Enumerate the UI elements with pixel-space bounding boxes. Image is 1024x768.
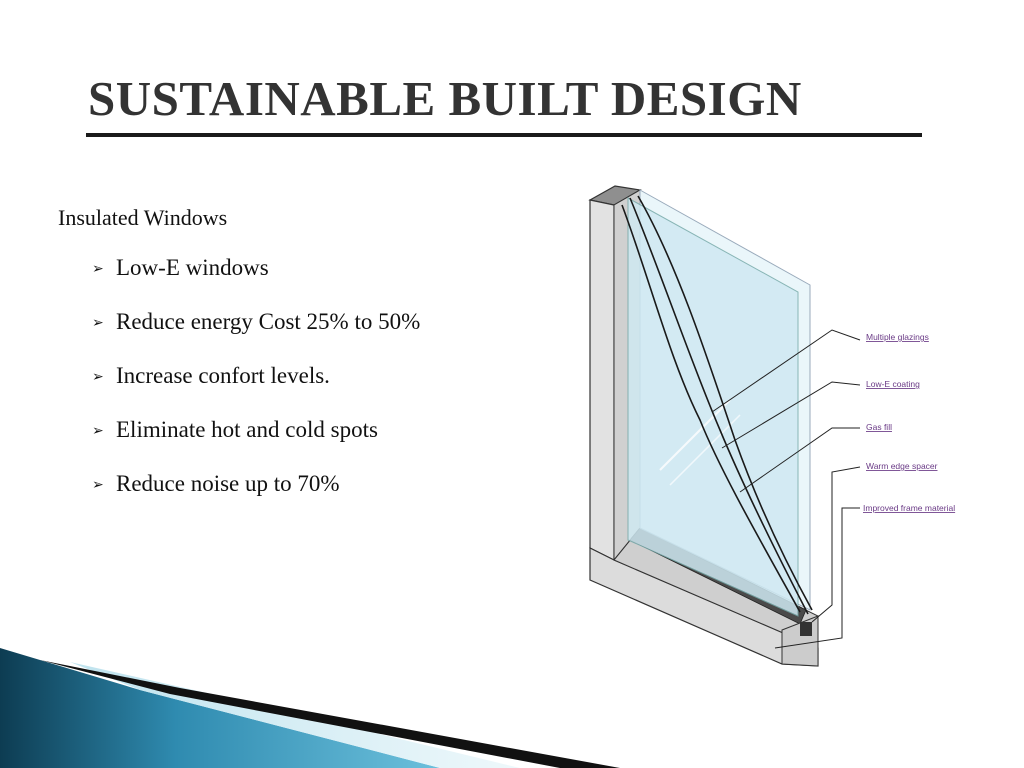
callout-multiple-glazings: Multiple glazings: [866, 332, 929, 342]
arrowhead-bullet-icon: ➢: [92, 370, 104, 385]
arrowhead-bullet-icon: ➢: [92, 424, 104, 439]
arrowhead-bullet-icon: ➢: [92, 478, 104, 493]
arrowhead-bullet-icon: ➢: [92, 262, 104, 277]
bullet-text: Eliminate hot and cold spots: [116, 417, 378, 442]
callout-warm-edge-spacer: Warm edge spacer: [866, 461, 938, 471]
callout-low-e-coating: Low-E coating: [866, 379, 920, 389]
callout-improved-frame-material: Improved frame material: [863, 503, 956, 513]
bullet-text: Increase confort levels.: [116, 363, 330, 388]
subheading: Insulated Windows: [58, 205, 228, 230]
bullet-text: Reduce energy Cost 25% to 50%: [116, 309, 421, 334]
callout-gas-fill: Gas fill: [866, 422, 892, 432]
bullet-text: Reduce noise up to 70%: [116, 471, 340, 496]
bullet-text: Low-E windows: [116, 255, 269, 280]
arrowhead-bullet-icon: ➢: [92, 316, 104, 331]
slide-title: SUSTAINABLE BUILT DESIGN: [88, 71, 802, 126]
